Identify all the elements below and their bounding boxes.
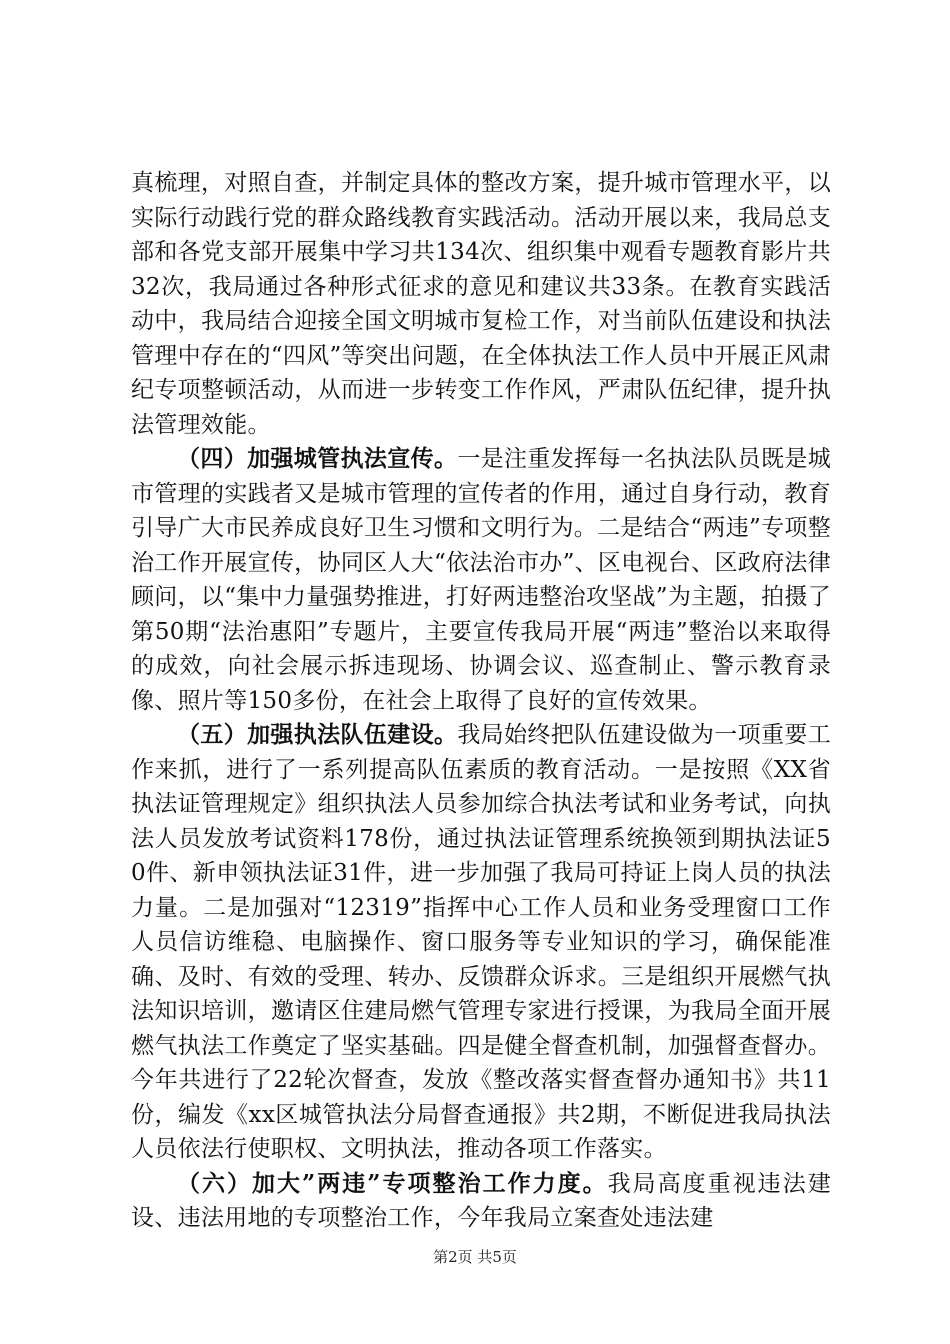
section-heading: （六）加大”两违”专项整治工作力度。: [177, 1169, 608, 1197]
document-body: [131, 166, 831, 1236]
paragraph-section-5: [131, 718, 831, 1167]
paragraph-text: 一是注重发挥每一名执法队员既是城市管理的实践者又是城市管理的宣传者的作用，通过自身行动，教育引导广大市民养成良好卫生习惯和文明行为。二是结合“两违”专项整治工作开展宣传，协同区人大“依法治市办”、区电视台、区政府法律顾问，以“集中力量强势推进，打好两违整治攻坚战”为主题，拍摄了第50期“法治惠阳”专题片，主要宣传我局开展“两违”整治以来取得的成效，向社会展示拆违现场、协调会议、巡查制止、警示教育录像、照片等150多份，在社会上取得了良好的宣传效果。: [131, 446, 831, 714]
paragraph-text: 我局始终把队伍建设做为一项重要工作来抓，进行了一系列提高队伍素质的教育活动。一是按照《XX省执法证管理规定》组织执法人员参加综合执法考试和业务考试，向执法人员发放考试资料178份，通过执法证管理系统换领到期执法证50件、新申领执法证31件，进一步加强了我局可持证上岗人员的执法力量。二是加强对“12319”指挥中心工作人员和业务受理窗口工作人员信访维稳、电脑操作、窗口服务等专业知识的学习，确保能准确、及时、有效的受理、转办、反馈群众诉求。三是组织开展燃气执法知识培训，邀请区住建局燃气管理专家进行授课，为我局全面开展燃气执法工作奠定了坚实基础。四是健全督查机制，加强督查督办。今年共进行了22轮次督查，发放《整改落实督查督办通知书》共11份，编发《xx区城管执法分局督查通报》共2期，不断促进我局执法人员依法行使职权、文明执法，推动各项工作落实。: [131, 722, 831, 1162]
page-number-footer: 第2页 共5页: [433, 1248, 517, 1266]
section-heading: （五）加强执法队伍建设。: [177, 721, 458, 748]
paragraph-section-6: [131, 1167, 831, 1236]
paragraph-section-4: [131, 442, 831, 718]
section-heading: （四）加强城管执法宣传。: [177, 445, 458, 472]
paragraph-text: 我局高度重视违法建设、违法用地的专项整治工作，今年我局立案查处违法建: [131, 1170, 831, 1231]
paragraph-text: 真梳理，对照自查，并制定具体的整改方案，提升城市管理水平，以实际行动践行党的群众路线教育实践活动。活动开展以来，我局总支部和各党支部开展集中学习共134次、组织集中观看专题教育影片共32次，我局通过各种形式征求的意见和建议共33条。在教育实践活动中，我局结合迎接全国文明城市复检工作，对当前队伍建设和执法管理中存在的“四风”等突出问题，在全体执法工作人员中开展正风肃纪专项整顿活动，从而进一步转变工作作风，严肃队伍纪律，提升执法管理效能。: [131, 170, 831, 438]
paragraph-intro-continuation: [131, 166, 831, 442]
